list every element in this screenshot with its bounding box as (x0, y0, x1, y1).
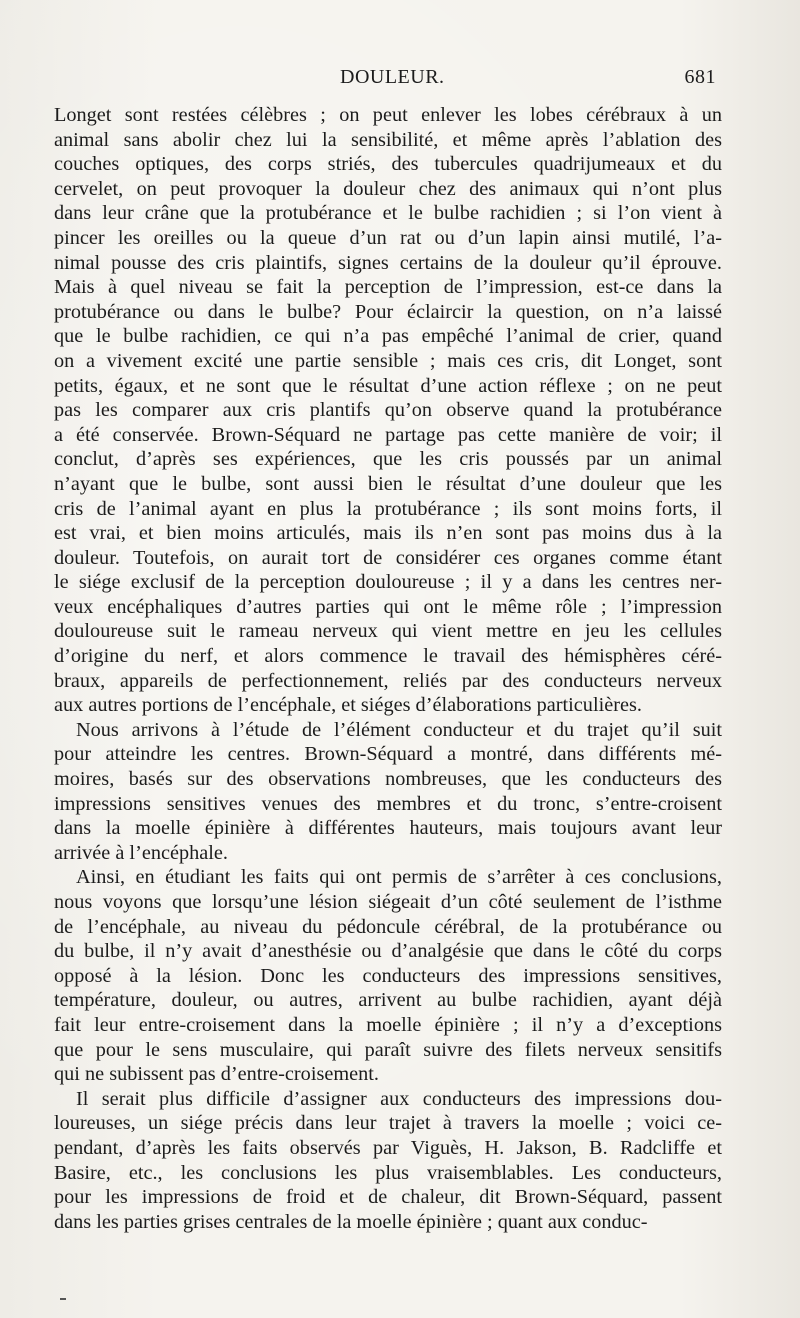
text-line: Nous arrivons à l’étude de l’élément conducteur et du trajet qu’il suit (76, 718, 722, 741)
paragraph (54, 103, 722, 718)
paragraph (54, 865, 722, 1086)
text-line: aux autres portions de l’encéphale, et siéges d’élaborations particulières. (54, 694, 642, 717)
text-line: dans la moelle épinière à différentes hauteurs, mais toujours avant leur (54, 817, 722, 840)
text-line: pour les impressions de froid et de chaleur, dit Brown-Séquard, passent (54, 1186, 722, 1209)
text-line: petits, égaux, et ne sont que le résultat d’une action réflexe ; on ne peut (54, 374, 722, 397)
text-line: pincer les oreilles ou la queue d’un rat ou d’un lapin ainsi mutilé, l’a- (54, 226, 722, 249)
text-line: impressions sensitives venues des membres et du tronc, s’entre-croisent (54, 792, 722, 815)
ink-mark (60, 1298, 66, 1300)
text-line: que pour le sens musculaire, qui paraît suivre des filets nerveux sensitifs (54, 1038, 722, 1061)
text-line: du bulbe, il n’y avait d’anesthésie ou d’analgésie que dans le côté du corps (54, 940, 722, 963)
text-line: veux encéphaliques d’autres parties qui ont le même rôle ; l’impression (54, 595, 722, 618)
running-title: DOULEUR. (340, 66, 445, 88)
text-line: nimal pousse des cris plaintifs, signes certains de la douleur qu’il éprouve. (54, 251, 722, 274)
text-line: cervelet, on peut provoquer la douleur chez des animaux qui n’ont plus (54, 177, 722, 200)
text-line: n’ayant que le bulbe, sont aussi bien le résultat d’une douleur que les (54, 472, 722, 495)
text-line: cris de l’animal ayant en plus la protubérance ; ils sont moins forts, il (54, 497, 722, 520)
running-head (0, 66, 800, 94)
text-line: pas les comparer aux cris plantifs qu’on observe quand la protubérance (54, 399, 722, 422)
page-number: 681 (684, 66, 716, 88)
text-line: Mais à quel niveau se fait la perception de l’impression, est-ce dans la (54, 276, 722, 299)
text-line: d’origine du nerf, et alors commence le travail des hémisphères céré- (54, 645, 722, 668)
text-line: loureuses, un siége précis dans leur trajet à travers la moelle ; voici ce- (54, 1112, 722, 1135)
paragraph (54, 718, 722, 866)
text-line: Longet sont restées célèbres ; on peut enlever les lobes cérébraux à un (54, 104, 722, 126)
text-line: protubérance ou dans le bulbe? Pour éclaircir la question, on n’a laissé (54, 300, 722, 323)
paragraph (54, 1087, 722, 1235)
text-line: Ainsi, en étudiant les faits qui ont permis de s’arrêter à ces conclusions, (76, 866, 722, 889)
text-line: conclut, d’après ses expériences, que les cris poussés par un animal (54, 448, 722, 471)
text-line: pour atteindre les centres. Brown-Séquard a montré, dans différents mé- (54, 743, 722, 766)
text-line: couches optiques, des corps striés, des tubercules quadrijumeaux et du (54, 153, 722, 176)
text-line: pendant, d’après les faits observés par Viguès, H. Jakson, B. Radcliffe et (54, 1136, 722, 1159)
text-line: animal sans abolir chez lui la sensibilité, et même après l’ablation des (54, 128, 722, 151)
text-line: douleur. Toutefois, on aurait tort de considérer ces organes comme étant (54, 546, 722, 569)
text-line: que le bulbe rachidien, ce qui n’a pas empêché l’animal de crier, quand (54, 325, 722, 348)
text-line: température, douleur, ou autres, arrivent au bulbe rachidien, ayant déjà (54, 989, 722, 1012)
text-line: fait leur entre-croisement dans la moelle épinière ; il n’y a d’exceptions (54, 1013, 722, 1036)
text-line: de l’encéphale, au niveau du pédoncule cérébral, de la protubérance ou (54, 915, 722, 938)
text-line: Basire, etc., les conclusions les plus vraisemblables. Les conducteurs, (54, 1161, 722, 1184)
text-line: qui ne subissent pas d’entre-croisement. (54, 1063, 379, 1086)
text-line: Il serait plus difficile d’assigner aux conducteurs des impressions dou- (76, 1087, 722, 1110)
text-line: douloureuse suit le rameau nerveux qui vient mettre en jeu les cellules (54, 620, 722, 643)
text-line: opposé à la lésion. Donc les conducteurs des impressions sensitives, (54, 964, 722, 987)
text-line: arrivée à l’encéphale. (54, 841, 228, 864)
text-line: on a vivement excité une partie sensible ; mais ces cris, dit Longet, sont (54, 349, 722, 372)
text-line: est vrai, et bien moins articulés, mais ils n’en sont pas moins dus à la (54, 522, 722, 545)
text-line: nous voyons que lorsqu’une lésion siégeait d’un côté seulement de l’isthme (54, 891, 722, 913)
text-line: dans les parties grises centrales de la moelle épinière ; quant aux conduc- (54, 1210, 648, 1233)
text-line: braux, appareils de perfectionnement, reliés par des conducteurs nerveux (54, 669, 722, 692)
body-text (54, 103, 722, 1234)
text-line: a été conservée. Brown-Séquard ne partage pas cette manière de voir; il (54, 423, 722, 446)
text-line: dans leur crâne que la protubérance et le bulbe rachidien ; si l’on vient à (54, 202, 722, 225)
text-line: moires, basés sur des observations nombreuses, que les conducteurs des (54, 768, 722, 791)
text-line: le siége exclusif de la perception douloureuse ; il y a dans les centres ner- (54, 571, 722, 594)
